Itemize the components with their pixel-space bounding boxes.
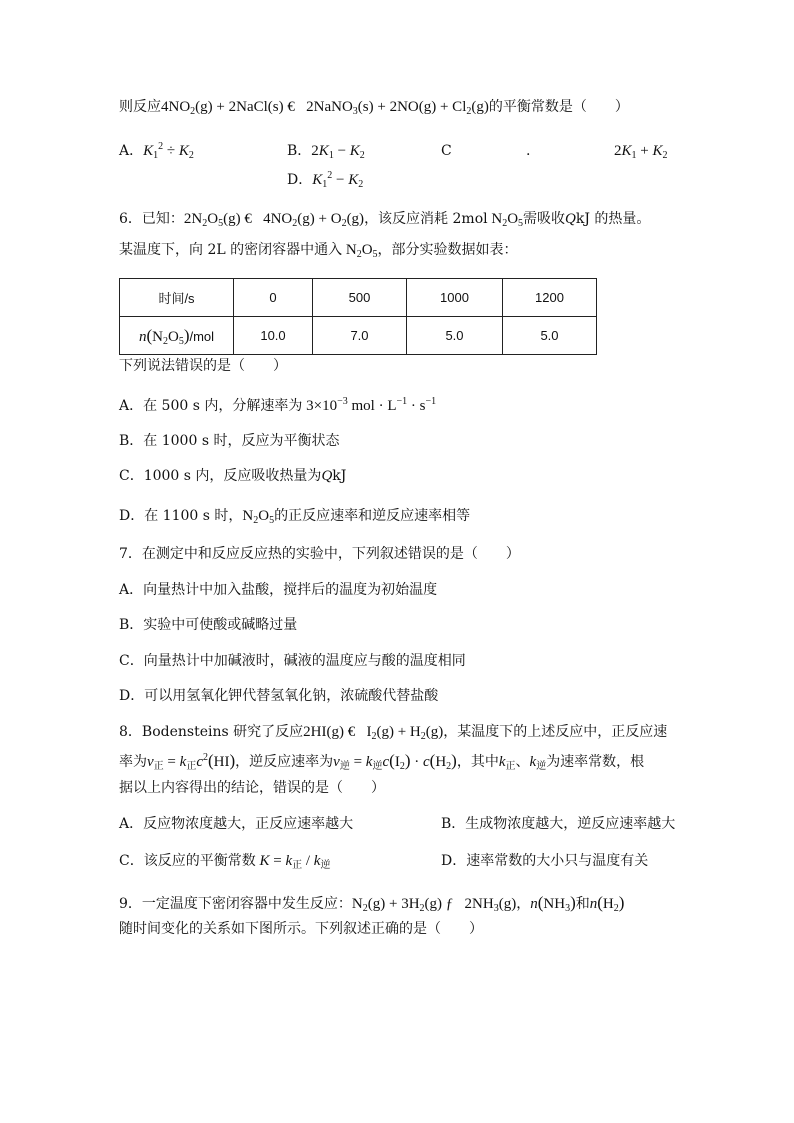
q6-stem-line1: 6．已知：$2N_2O_5(g)$ € $4NO_2(g) + O_2(g)$，该反应消耗 2mol $N_2O_5$需吸收QkJ 的热量。 <box>119 211 651 229</box>
q6-option-a: A．在 500 s 内，分解速率为 $3\times 10^{-3}$ mol · $L^{-1} \cdot s^{-1}$ <box>119 396 437 414</box>
q6-question: 下列说法错误的是（ ） <box>119 358 287 374</box>
table-header-amount: $n(N_2O_5)$/mol <box>120 317 234 355</box>
q8-line2: 率为$v_正 = k_正c^2(HI)$，逆反应速率为$v_逆 = k_逆c(I_2) \cdot c(H_2)$，其中$k_正$、$k_逆$为速率常数，根 <box>119 751 645 772</box>
q9-line1: 9．一定温度下密闭容器中发生反应：$N_2(g) + 3H_2(g)$ ƒ $2NH_3(g)$，$n(NH_3)$和$n(H_2)$ <box>119 893 625 914</box>
table-cell: 1200 <box>503 279 597 317</box>
q6-option-c: C．1000 s 内，反应吸收热量为QkJ <box>119 468 347 484</box>
q7-option-b: B．实验中可使酸或碱略过量 <box>119 617 298 633</box>
q9-line2: 随时间变化的关系如下图所示。下列叙述正确的是（ ） <box>119 921 483 937</box>
q6-stem-line2: 某温度下，向 2L 的密闭容器中通入 $N_2O_5$，部分实验数据如表： <box>119 242 518 260</box>
q5-stem: 则反应$4NO_2(g)$ + 2NaCl(s) € 2NaNO$_3$(s) + $2NO(g) + Cl_2(g)$的平衡常数是（ ） <box>119 99 629 117</box>
table-cell: 500 <box>313 279 407 317</box>
q8-option-c: C．该反应的平衡常数 $K = k_正 / k_逆$ <box>119 853 331 871</box>
q8-line3: 据以上内容得出的结论，错误的是（ ） <box>119 780 385 796</box>
q7-option-c: C．向量热计中加碱液时，碱液的温度应与酸的温度相同 <box>119 653 466 669</box>
table-cell: 7.0 <box>313 317 407 355</box>
q5-option-b: B．$2K_1 - K_2$ <box>287 143 365 161</box>
q6-data-table <box>119 278 597 355</box>
q5-option-c: $2K_1 + K_2$ <box>614 143 668 161</box>
q8-line1: 8．Bodensteins 研究了反应2HI(g) € $I_2(g) + H_2(g)$，某温度下的上述反应中，正反应速 <box>119 724 668 742</box>
q7-option-d: D．可以用氢氧化钾代替氢氧化钠，浓硫酸代替盐酸 <box>119 688 439 704</box>
q8-option-a: A．反应物浓度越大，正反应速率越大 <box>119 816 354 832</box>
table-cell: 1000 <box>407 279 503 317</box>
table-header-time: 时间/s <box>120 279 234 317</box>
table-cell: 0 <box>234 279 313 317</box>
table-row <box>120 317 597 355</box>
q7-stem: 7．在测定中和反应反应热的实验中，下列叙述错误的是（ ） <box>119 546 520 562</box>
q5-equation: $4NO_2(g)$ + 2NaCl(s) € 2NaNO$_3$(s) + $2NO(g) + Cl_2(g)$ <box>161 99 489 117</box>
q6-option-d: D．在 1100 s 时，$N_2O_5$的正反应速率和逆反应速率相等 <box>119 508 471 526</box>
q5-option-d: D．$K_1^2 - K_2$ <box>287 170 364 190</box>
q5-option-a: A．$K_1^2 \div K_2$ <box>119 141 194 161</box>
table-row <box>120 279 597 317</box>
q6-option-b: B．在 1000 s 时，反应为平衡状态 <box>119 433 340 449</box>
table-cell: 10.0 <box>234 317 313 355</box>
table-cell: 5.0 <box>407 317 503 355</box>
q7-option-a: A．向量热计中加入盐酸，搅拌后的温度为初始温度 <box>119 582 438 598</box>
q8-option-b: B．生成物浓度越大，逆反应速率越大 <box>441 816 676 832</box>
table-cell: 5.0 <box>503 317 597 355</box>
q8-option-d: D．速率常数的大小只与温度有关 <box>441 853 649 869</box>
q5-option-c-dot: . <box>526 143 531 159</box>
q5-option-c-label: C <box>441 143 452 159</box>
